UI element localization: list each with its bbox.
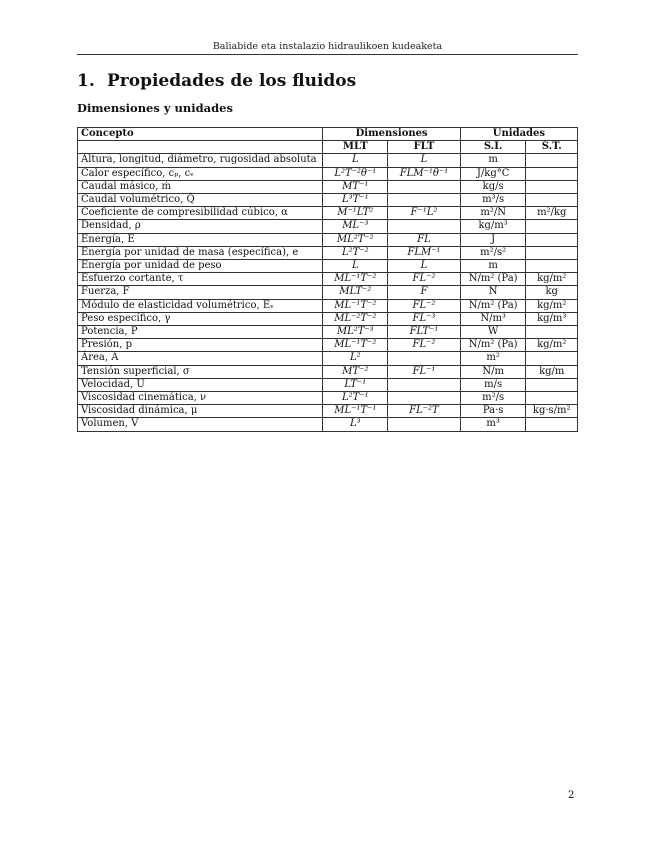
- cell-st: kg/m²: [526, 299, 578, 312]
- header-unidades: Unidades: [460, 128, 577, 141]
- header-rule: [77, 54, 578, 55]
- cell-flt: FL⁻²: [388, 299, 461, 312]
- header-mlt: MLT: [323, 141, 388, 154]
- cell-flt: FL⁻³: [388, 312, 461, 325]
- cell-st: kg/m²: [526, 339, 578, 352]
- cell-concepto: Módulo de elasticidad volumétrico, Eᵥ: [78, 299, 323, 312]
- table-row: [78, 352, 578, 365]
- cell-flt: FL⁻²: [388, 339, 461, 352]
- table-row: [78, 207, 578, 220]
- section-number: 1.: [77, 71, 95, 91]
- cell-flt: [388, 378, 461, 391]
- cell-flt: FL⁻²: [388, 273, 461, 286]
- cell-mlt: L: [323, 260, 388, 273]
- cell-flt: [388, 180, 461, 193]
- cell-st: kg: [526, 286, 578, 299]
- cell-concepto: Tensión superficial, σ: [78, 365, 323, 378]
- cell-mlt: LT⁻¹: [323, 378, 388, 391]
- table-row: [78, 180, 578, 193]
- table-row: [78, 246, 578, 259]
- cell-concepto: Presión, p: [78, 339, 323, 352]
- cell-si: m: [460, 260, 526, 273]
- cell-concepto: Potencia, P: [78, 326, 323, 339]
- cell-concepto: Caudal másico, ṁ: [78, 180, 323, 193]
- cell-st: m²/kg: [526, 207, 578, 220]
- cell-concepto: Esfuerzo cortante, τ: [78, 273, 323, 286]
- cell-st: kg·s/m²: [526, 405, 578, 418]
- cell-mlt: L²T⁻²θ⁻¹: [323, 167, 388, 180]
- cell-mlt: MT⁻¹: [323, 180, 388, 193]
- cell-concepto: Calor específico, cₚ, cᵥ: [78, 167, 323, 180]
- table-row: [78, 378, 578, 391]
- cell-concepto: Altura, longitud, diámetro, rugosidad absoluta: [78, 154, 323, 167]
- table-row: [78, 405, 578, 418]
- cell-flt: [388, 352, 461, 365]
- table-row: [78, 299, 578, 312]
- cell-si: kg/s: [460, 180, 526, 193]
- cell-flt: FLM⁻¹θ⁻¹: [388, 167, 461, 180]
- cell-mlt: L³T⁻¹: [323, 194, 388, 207]
- cell-st: [526, 326, 578, 339]
- table-row: [78, 233, 578, 246]
- table-row: [78, 194, 578, 207]
- cell-mlt: MLT⁻²: [323, 286, 388, 299]
- cell-mlt: L: [323, 154, 388, 167]
- cell-st: [526, 180, 578, 193]
- cell-mlt: M⁻¹LT²: [323, 207, 388, 220]
- cell-mlt: ML⁻¹T⁻²: [323, 299, 388, 312]
- cell-mlt: L³: [323, 418, 388, 431]
- cell-concepto: Área, A: [78, 352, 323, 365]
- cell-concepto: Volumen, V: [78, 418, 323, 431]
- cell-flt: FLM⁻¹: [388, 246, 461, 259]
- section-title: [77, 71, 356, 91]
- header-concepto: Concepto: [78, 128, 323, 141]
- table-header-row: [78, 128, 578, 141]
- cell-st: [526, 418, 578, 431]
- header-concepto-empty: [78, 141, 323, 154]
- cell-mlt: ML⁻²T⁻²: [323, 312, 388, 325]
- cell-st: [526, 167, 578, 180]
- cell-flt: FLT⁻¹: [388, 326, 461, 339]
- cell-flt: FL⁻¹: [388, 365, 461, 378]
- table-subheader-row: [78, 141, 578, 154]
- cell-flt: FL: [388, 233, 461, 246]
- cell-si: m/s: [460, 378, 526, 391]
- header-st: S.T.: [526, 141, 578, 154]
- cell-flt: [388, 392, 461, 405]
- cell-concepto: Viscosidad cinemática, ν: [78, 392, 323, 405]
- table-row: [78, 286, 578, 299]
- cell-flt: F⁻¹L²: [388, 207, 461, 220]
- cell-si: m²: [460, 352, 526, 365]
- cell-concepto: Energía por unidad de peso: [78, 260, 323, 273]
- cell-flt: L: [388, 260, 461, 273]
- cell-st: [526, 352, 578, 365]
- cell-si: N: [460, 286, 526, 299]
- cell-si: m²/N: [460, 207, 526, 220]
- table-row: [78, 167, 578, 180]
- cell-concepto: Energía, E: [78, 233, 323, 246]
- cell-si: m³: [460, 418, 526, 431]
- cell-st: [526, 378, 578, 391]
- cell-si: N/m² (Pa): [460, 273, 526, 286]
- cell-concepto: Caudal volumétrico, Q̇: [78, 194, 323, 207]
- cell-st: [526, 260, 578, 273]
- cell-si: kg/m³: [460, 220, 526, 233]
- cell-mlt: L²T⁻¹: [323, 392, 388, 405]
- cell-mlt: ML²T⁻³: [323, 326, 388, 339]
- section-title-text: Propiedades de los fluidos: [107, 71, 357, 91]
- cell-mlt: MT⁻²: [323, 365, 388, 378]
- properties-table: [77, 127, 578, 432]
- cell-st: [526, 246, 578, 259]
- cell-st: kg/m²: [526, 273, 578, 286]
- header-flt: FLT: [388, 141, 461, 154]
- page-number: 2: [568, 790, 575, 801]
- cell-si: m³/s: [460, 194, 526, 207]
- cell-flt: L: [388, 154, 461, 167]
- cell-flt: [388, 194, 461, 207]
- table-row: [78, 154, 578, 167]
- table-row: [78, 392, 578, 405]
- cell-si: W: [460, 326, 526, 339]
- cell-st: [526, 194, 578, 207]
- cell-st: [526, 154, 578, 167]
- cell-si: N/m² (Pa): [460, 299, 526, 312]
- cell-flt: [388, 418, 461, 431]
- cell-st: kg/m: [526, 365, 578, 378]
- cell-mlt: ML⁻³: [323, 220, 388, 233]
- cell-mlt: ML²T⁻²: [323, 233, 388, 246]
- cell-si: m²/s²: [460, 246, 526, 259]
- cell-st: [526, 392, 578, 405]
- cell-mlt: ML⁻¹T⁻²: [323, 339, 388, 352]
- cell-st: [526, 233, 578, 246]
- subsection-title: Dimensiones y unidades: [77, 101, 233, 115]
- page-header: Baliabide eta instalazio hidraulikoen kudeaketa: [212, 41, 443, 52]
- table-row: [78, 312, 578, 325]
- cell-si: N/m: [460, 365, 526, 378]
- table-row: [78, 339, 578, 352]
- header-dimensiones: Dimensiones: [323, 128, 460, 141]
- cell-mlt: ML⁻¹T⁻¹: [323, 405, 388, 418]
- table-body: [78, 154, 578, 431]
- cell-concepto: Coeficiente de compresibilidad cúbico, α: [78, 207, 323, 220]
- cell-st: [526, 220, 578, 233]
- cell-flt: F: [388, 286, 461, 299]
- cell-mlt: ML⁻¹T⁻²: [323, 273, 388, 286]
- cell-si: m: [460, 154, 526, 167]
- cell-si: J: [460, 233, 526, 246]
- table-row: [78, 326, 578, 339]
- table-row: [78, 365, 578, 378]
- cell-concepto: Energía por unidad de masa (específica), e: [78, 246, 323, 259]
- cell-si: N/m² (Pa): [460, 339, 526, 352]
- cell-si: N/m³: [460, 312, 526, 325]
- cell-mlt: L²T⁻²: [323, 246, 388, 259]
- table-row: [78, 220, 578, 233]
- cell-flt: FL⁻²T: [388, 405, 461, 418]
- cell-flt: [388, 220, 461, 233]
- cell-si: J/kg°C: [460, 167, 526, 180]
- cell-st: kg/m³: [526, 312, 578, 325]
- table-row: [78, 273, 578, 286]
- cell-concepto: Peso específico, γ: [78, 312, 323, 325]
- table-row: [78, 260, 578, 273]
- cell-concepto: Velocidad, U: [78, 378, 323, 391]
- cell-concepto: Densidad, ρ: [78, 220, 323, 233]
- cell-concepto: Fuerza, F: [78, 286, 323, 299]
- cell-si: m²/s: [460, 392, 526, 405]
- cell-si: Pa·s: [460, 405, 526, 418]
- table-row: [78, 418, 578, 431]
- cell-mlt: L²: [323, 352, 388, 365]
- cell-concepto: Viscosidad dinámica, μ: [78, 405, 323, 418]
- header-si: S.I.: [460, 141, 526, 154]
